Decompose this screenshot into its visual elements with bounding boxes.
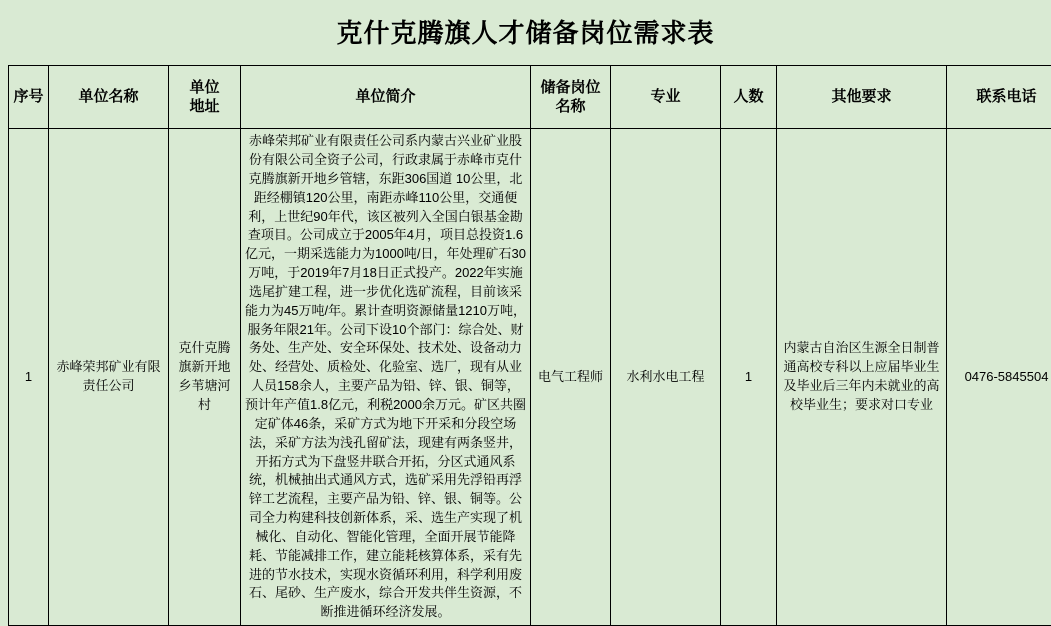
cell-major: 水利水电工程 [611,129,721,626]
cell-unit-address: 克什克腾旗新开地乡苇塘河村 [169,129,241,626]
header-count: 人数 [721,66,777,129]
page-title: 克什克腾旗人才储备岗位需求表 [0,0,1051,65]
header-unit-intro: 单位简介 [241,66,531,129]
header-unit-address-line2: 地址 [173,97,236,117]
header-post-name-line1: 储备岗位 [535,78,606,98]
header-unit-address-line1: 单位 [173,78,236,98]
header-unit-address [169,66,241,129]
header-seq: 序号 [9,66,49,129]
cell-unit-name: 赤峰荣邦矿业有限责任公司 [49,129,169,626]
cell-count: 1 [721,129,777,626]
table-row [9,129,1051,626]
cell-other-requirements: 内蒙古自治区生源全日制普通高校专科以上应届毕业生及毕业后三年内未就业的高校毕业生；要求对口专业 [777,129,947,626]
header-other-requirements: 其他要求 [777,66,947,129]
header-post-name [531,66,611,129]
header-post-name-line2: 名称 [535,97,606,117]
table-header-row [9,66,1051,129]
talent-reserve-table [8,65,1051,626]
cell-post-name: 电气工程师 [531,129,611,626]
header-unit-name: 单位名称 [49,66,169,129]
cell-seq: 1 [9,129,49,626]
cell-phone: 0476-5845504 [947,129,1051,626]
header-phone: 联系电话 [947,66,1051,129]
header-major: 专业 [611,66,721,129]
cell-unit-intro: 赤峰荣邦矿业有限责任公司系内蒙古兴业矿业股份有限公司全资子公司，行政隶属于赤峰市克什克腾旗新开地乡管辖，东距306国道 10公里，北距经棚镇120公里，南距赤峰110公里，交通便利，上世纪90年代，该区被列入全国白银基金勘查项目。公司成立于2005年4月，项目总投资1.6亿元，一期采选能力为1000吨/日，年处理矿石30万吨，于2019年7月18日正式投产。2022年实施选尾扩建工程，进一步优化选矿流程，目前该采能力为45万吨/年。累计查明资源储量1210万吨，服务年限21年。公司下设10个部门：综合处、财务处、生产处、安全环保处、技术处、设备动力处、经营处、质检处、化验室、选厂，现有从业人员158余人，主要产品为铅、锌、银、铜等，预计年产值1.8亿元，利税2000余万元。矿区共圈定矿体46条，采矿方式为地下开采和分段空场法，采矿方法为浅孔留矿法，现建有两条竖井，开拓方式为下盘竖井联合开拓，分区式通风系统，机械抽出式通风方式，选矿采用先浮铅再浮锌工艺流程，主要产品为铅、锌、银、铜等。公司全力构建科技创新体系，采、选生产实现了机械化、自动化、智能化管理，全面开展节能降耗、节能减排工作，建立能耗核算体系，采有先进的节水技术，实现水资循环利用，科学利用废石、尾砂、生产废水，综合开发共伴生资源，不断推进循环经济发展。 [241,129,531,626]
